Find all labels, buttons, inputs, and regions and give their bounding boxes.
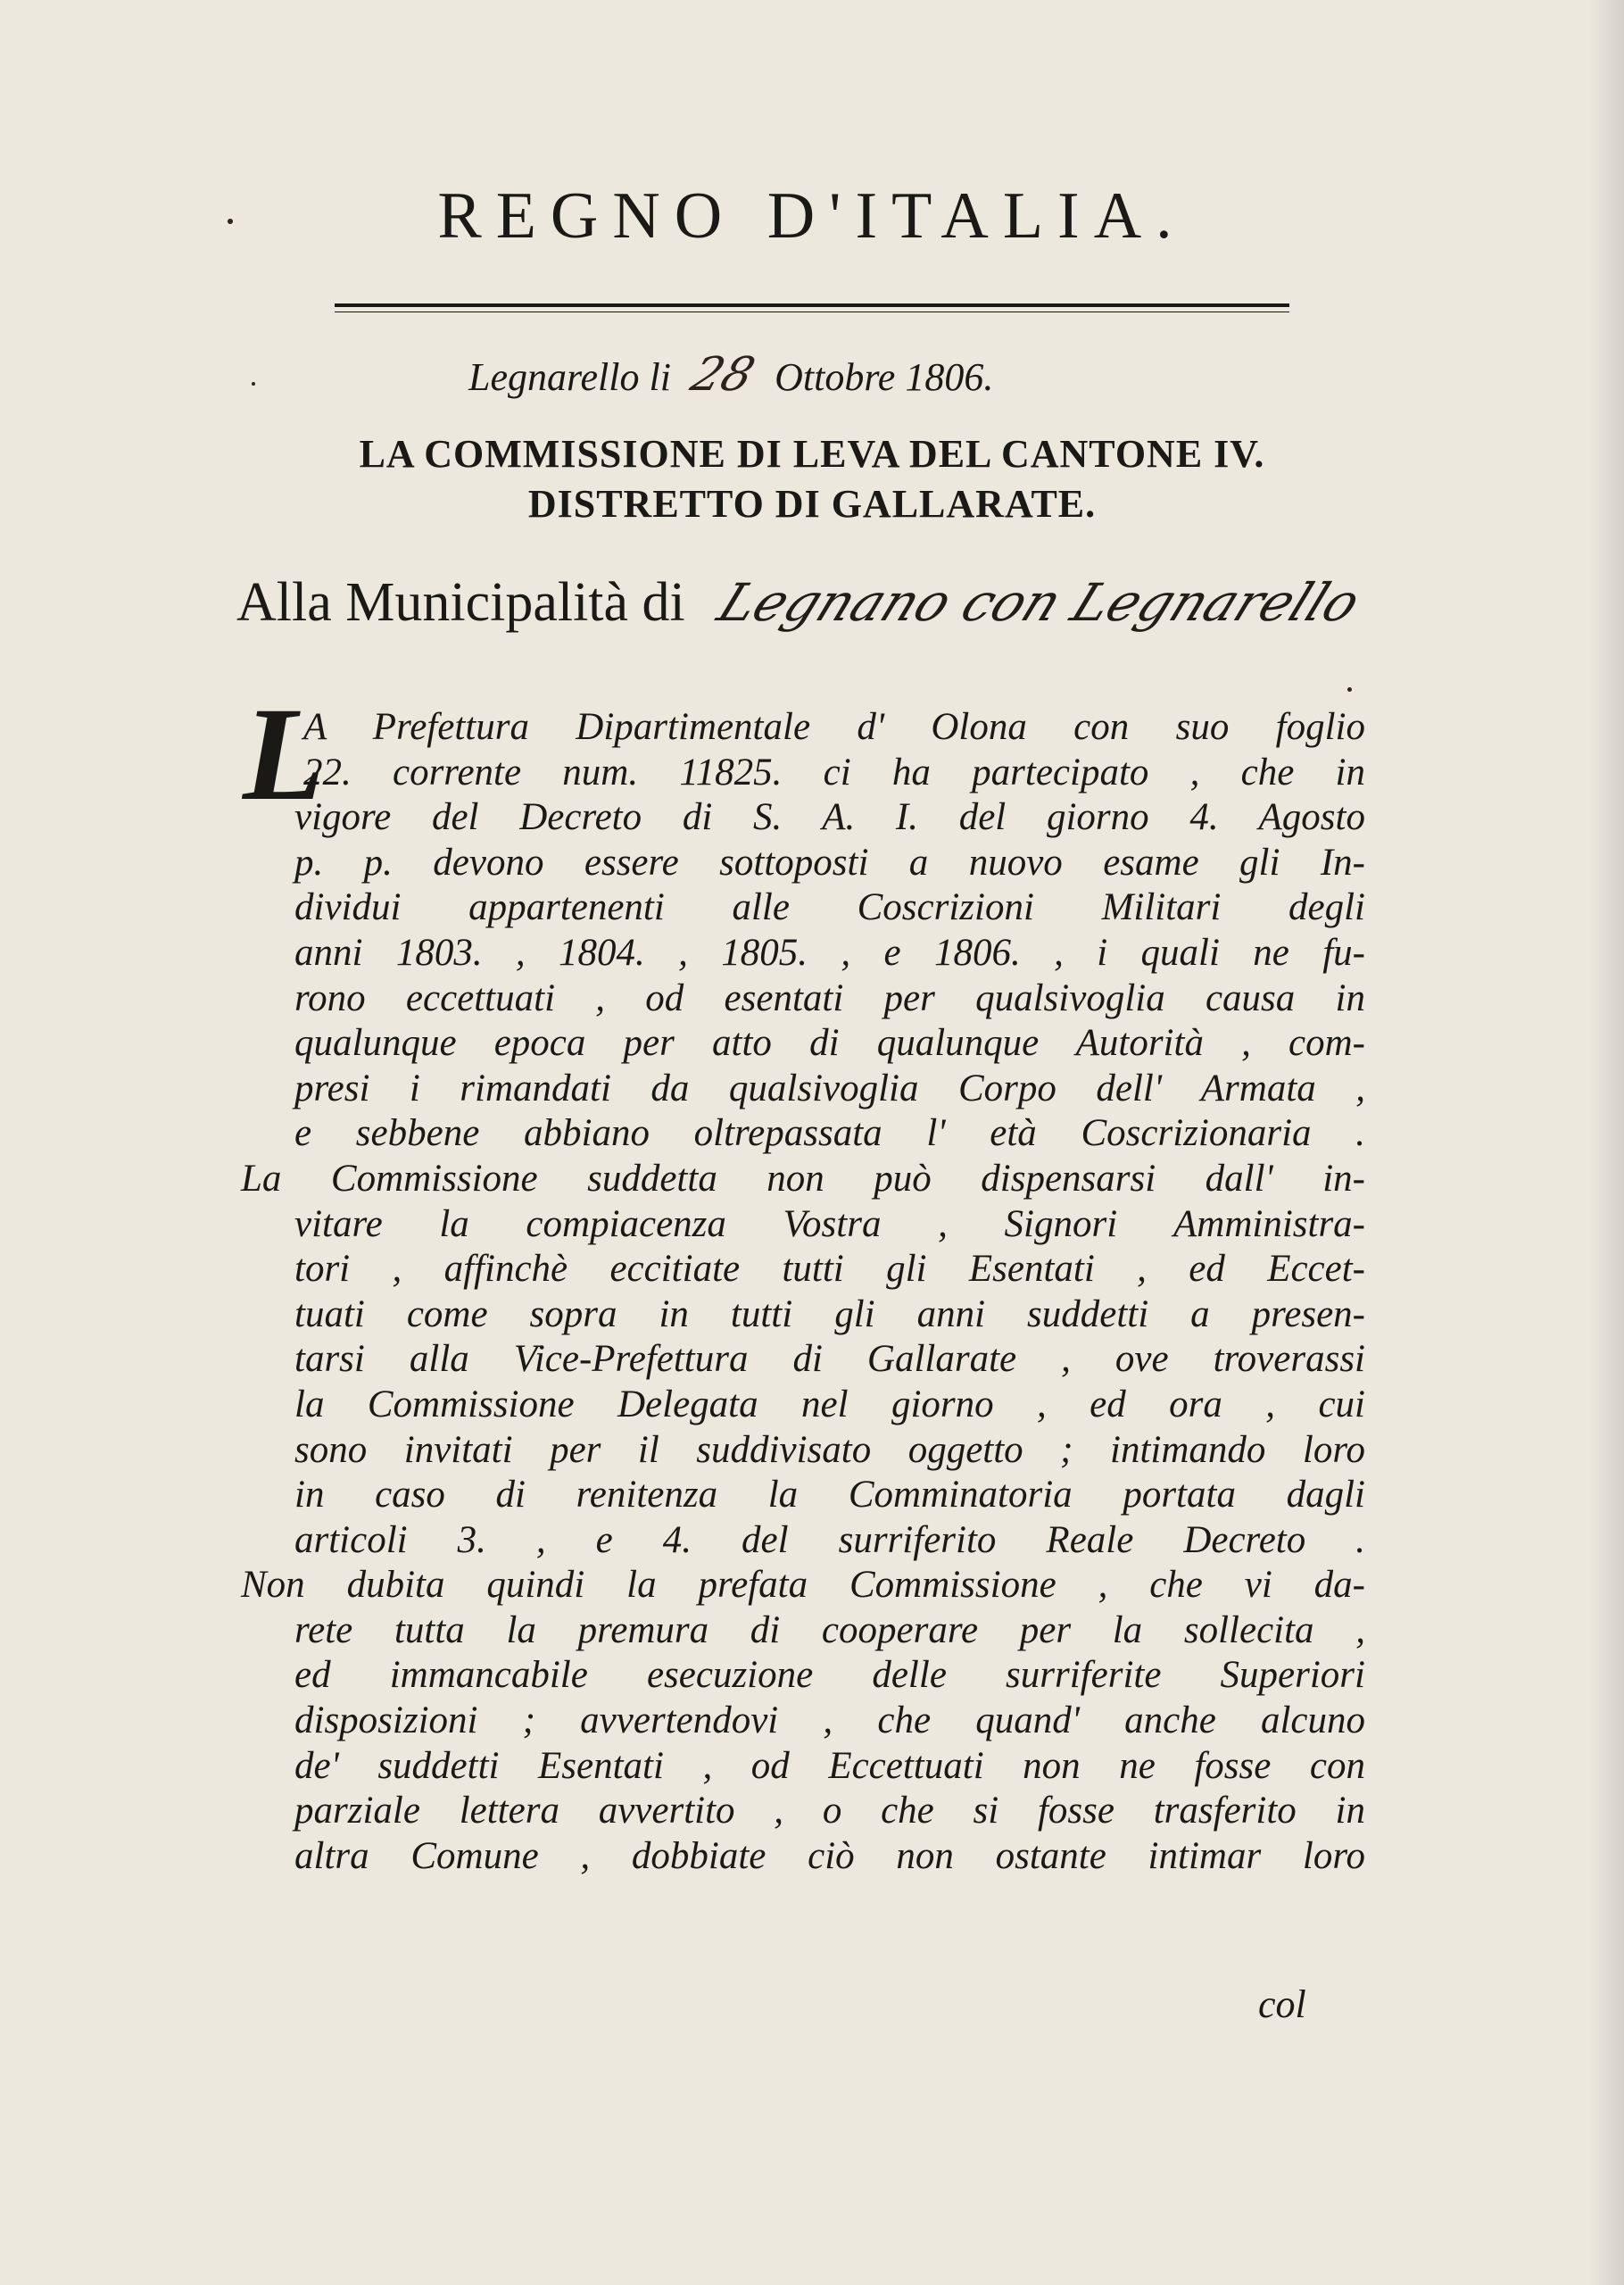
- body-line: presi i rimandati da qualsivoglia Corpo dell' Armata ,: [294, 1067, 1365, 1109]
- body-line: qualunque epoca per atto di qualunque Autorità , com-: [294, 1022, 1365, 1065]
- body-line: rete tutta la premura di cooperare per la sollecita ,: [294, 1608, 1365, 1651]
- body-line: ed immancabile esecuzione delle surriferite Superiori: [294, 1654, 1365, 1697]
- body-line: rono eccettuati , od esentati per qualsivoglia causa in: [294, 976, 1365, 1019]
- ink-speck: [228, 219, 233, 224]
- body-line: in caso di renitenza la Comminatoria portata dagli: [294, 1474, 1365, 1516]
- body-line: tori , affinchè eccitiate tutti gli Esentati , ed Eccet-: [294, 1248, 1365, 1291]
- body-line: tuati come sopra in tutti gli anni suddetti a presen-: [294, 1292, 1365, 1335]
- catchword: col: [1258, 1982, 1306, 2026]
- body-line: disposizioni ; avvertendovi , che quand' anche alcuno: [294, 1699, 1365, 1742]
- document-title: REGNO D'ITALIA.: [437, 179, 1187, 253]
- body-line: vitare la compiacenza Vostra , Signori Amministra-: [294, 1202, 1365, 1245]
- address-line: [236, 571, 1370, 635]
- title-rule-thick: [335, 303, 1289, 307]
- body-line: la Commissione Delegata nel giorno , ed ora , cui: [294, 1383, 1365, 1425]
- body-line: anni 1803. , 1804. , 1805. , e 1806. , i quali ne fu-: [294, 931, 1365, 974]
- body-line: 22. corrente num. 11825. ci ha partecipato , che in: [303, 751, 1365, 794]
- date-suffix: Ottobre 1806.: [775, 355, 994, 399]
- body-line: vigore del Decreto di S. A. I. del giorno 4. Agosto: [294, 796, 1365, 839]
- date-line: [468, 348, 993, 402]
- body-line: altra Comune , dobbiate ciò non ostante intimar loro: [294, 1834, 1365, 1877]
- body-line: tarsi alla Vice-Prefettura di Gallarate , ove troverassi: [294, 1338, 1365, 1381]
- body-line: sono invitati per il suddivisato oggetto ; intimando loro: [294, 1428, 1365, 1471]
- date-prefix: Legnarello li: [468, 355, 671, 399]
- body-line: articoli 3. , e 4. del surriferito Reale Decreto .: [294, 1518, 1365, 1561]
- body-line: dividui appartenenti alle Coscrizioni Militari degli: [294, 886, 1365, 929]
- body-line: e sebbene abbiano oltrepassata l' età Coscrizionaria .: [294, 1112, 1365, 1155]
- commission-line-2: DISTRETTO DI GALLARATE.: [527, 482, 1097, 526]
- body-line: La Commissione suddetta non può dispensarsi dall' in-: [241, 1157, 1365, 1200]
- drop-cap: L: [243, 680, 325, 828]
- body-text: [241, 705, 1365, 1879]
- body-line: p. p. devono essere sottoposti a nuovo esame gli In-: [294, 841, 1365, 884]
- address-prefix: Alla Municipalità di: [236, 572, 685, 633]
- ink-speck: [1347, 687, 1352, 692]
- address-handwritten: Legnano con Legnarello: [709, 572, 1370, 633]
- ink-speck: [252, 382, 255, 386]
- commission-line-1: LA COMMISSIONE DI LEVA DEL CANTONE IV.: [359, 432, 1265, 476]
- body-line: A Prefettura Dipartimentale d' Olona con suo foglio: [303, 706, 1365, 748]
- date-day-handwritten: 28: [684, 348, 761, 402]
- page-edge-shadow: [1588, 0, 1624, 2285]
- body-line: parziale lettera avvertito , o che si fosse trasferito in: [294, 1790, 1365, 1832]
- body-line: Non dubita quindi la prefata Commissione , che vi da-: [241, 1564, 1365, 1607]
- body-line: de' suddetti Esentati , od Eccettuati non ne fosse con: [294, 1744, 1365, 1787]
